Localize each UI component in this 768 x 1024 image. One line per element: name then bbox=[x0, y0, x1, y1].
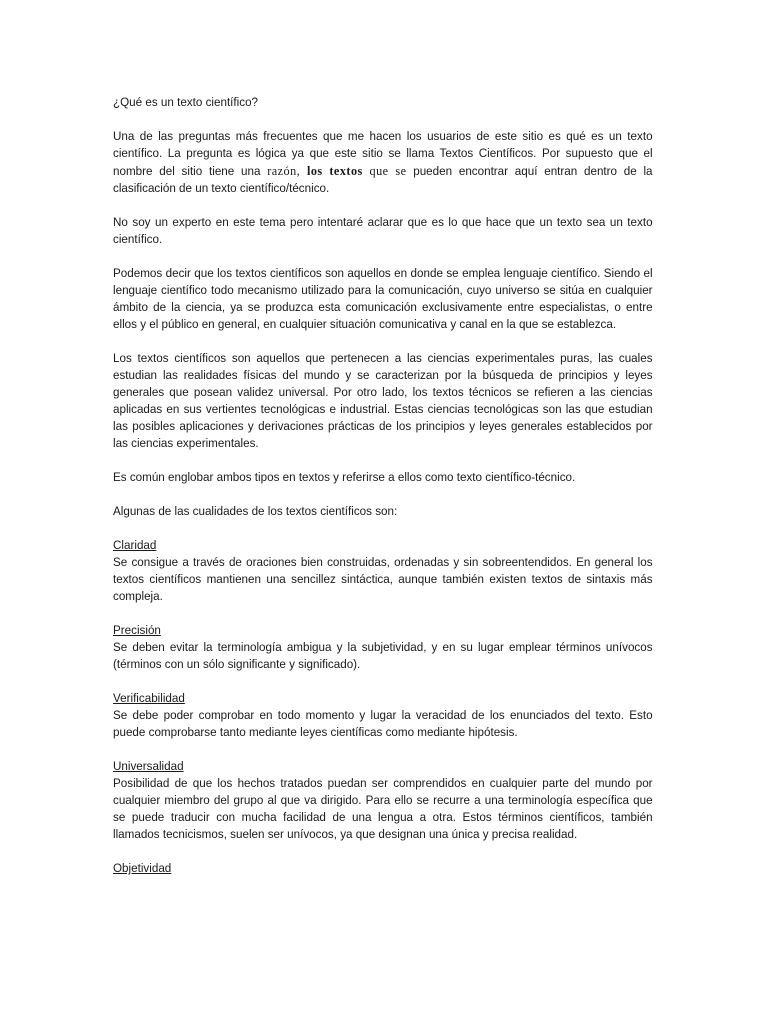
intro-odd-word: razón, bbox=[267, 163, 301, 178]
intro-paragraph bbox=[113, 128, 653, 197]
section-body: Se consigue a través de oraciones bien construidas, ordenadas y sin sobreentendidos. En general los textos científicos mantienen una sencillez sintáctica, aunque también existen textos de sintaxis más compleja. bbox=[113, 555, 653, 603]
body-paragraph: Podemos decir que los textos científicos son aquellos en donde se emplea lenguaje científico. Siendo el lenguaje científico todo mecanismo utilizado para la comunicación, cuyo universo se sitúa en cualquier ámbito de la ciencia, ya se produzca esta comunicación exclusivamente entre especialistas, o entre ellos y el público en general, en cualquier situación comunicativa y canal en la que se establezca. bbox=[113, 266, 653, 331]
section-heading: Precisión bbox=[113, 623, 161, 637]
section-heading: Claridad bbox=[113, 538, 157, 552]
section-heading: Objetividad bbox=[113, 861, 172, 875]
intro-odd-word: los bbox=[306, 163, 323, 178]
section-universalidad bbox=[113, 758, 653, 843]
section-claridad bbox=[113, 537, 653, 605]
intro-odd-word: textos bbox=[329, 163, 363, 178]
intro-text-before: Una de las preguntas más frecuentes que me hacen los usuarios de este sitio es qué es un texto científico. La pregunta es lógica ya que este sitio se llama Textos Científicos. Por supuesto que el nombre del sitio tiene una bbox=[113, 129, 653, 178]
body-paragraph: No soy un experto en este tema pero intentaré aclarar que es lo que hace que un texto sea un texto científico. bbox=[113, 215, 653, 246]
intro-odd-word: se bbox=[395, 163, 407, 178]
body-paragraph: Los textos científicos son aquellos que pertenecen a las ciencias experimentales puras, las cuales estudian las realidades físicas del mundo y se caracterizan por la búsqueda de principios y leyes generales que posean validez universal. Por otro lado, los textos técnicos se refieren a las ciencias aplicadas en sus vertientes tecnológicas e industrial. Estas ciencias tecnológicas son las que estudian las posibles aplicaciones y derivaciones prácticas de los principios y leyes generales establecidos por las ciencias experimentales. bbox=[113, 351, 653, 450]
section-objetividad bbox=[113, 860, 653, 877]
section-body: Se debe poder comprobar en todo momento y lugar la veracidad de los enunciados del texto. Esto puede comprobarse tanto mediante leyes científicas como mediante hipótesis. bbox=[113, 708, 653, 739]
section-body: Se deben evitar la terminología ambigua y la subjetividad, y en su lugar emplear términos unívocos (términos con un sólo significante y significado). bbox=[113, 640, 653, 671]
body-paragraph: Es común englobar ambos tipos en textos y referirse a ellos como texto científico-técnico. bbox=[113, 470, 576, 484]
section-heading: Universalidad bbox=[113, 759, 184, 773]
document-title: ¿Qué es un texto científico? bbox=[113, 95, 259, 109]
section-heading: Verificabilidad bbox=[113, 691, 185, 705]
intro-odd-word: que bbox=[369, 163, 389, 178]
section-verificabilidad bbox=[113, 690, 653, 741]
section-precision bbox=[113, 622, 653, 673]
intro-text-after: pueden encontrar aquí entran dentro de la clasificación de un texto científico/técnico. bbox=[113, 164, 653, 195]
section-body: Posibilidad de que los hechos tratados puedan ser comprendidos en cualquier parte del mundo por cualquier miembro del grupo al que va dirigido. Para ello se recurre a una terminología específica que se puede traducir con mucha facilidad de una lengua a otra. Estos términos científicos, también llamados tecnicismos, suelen ser unívocos, ya que designan una única y precisa realidad. bbox=[113, 776, 653, 841]
body-paragraph: Algunas de las cualidades de los textos científicos son: bbox=[113, 504, 398, 518]
document-page bbox=[113, 94, 653, 894]
